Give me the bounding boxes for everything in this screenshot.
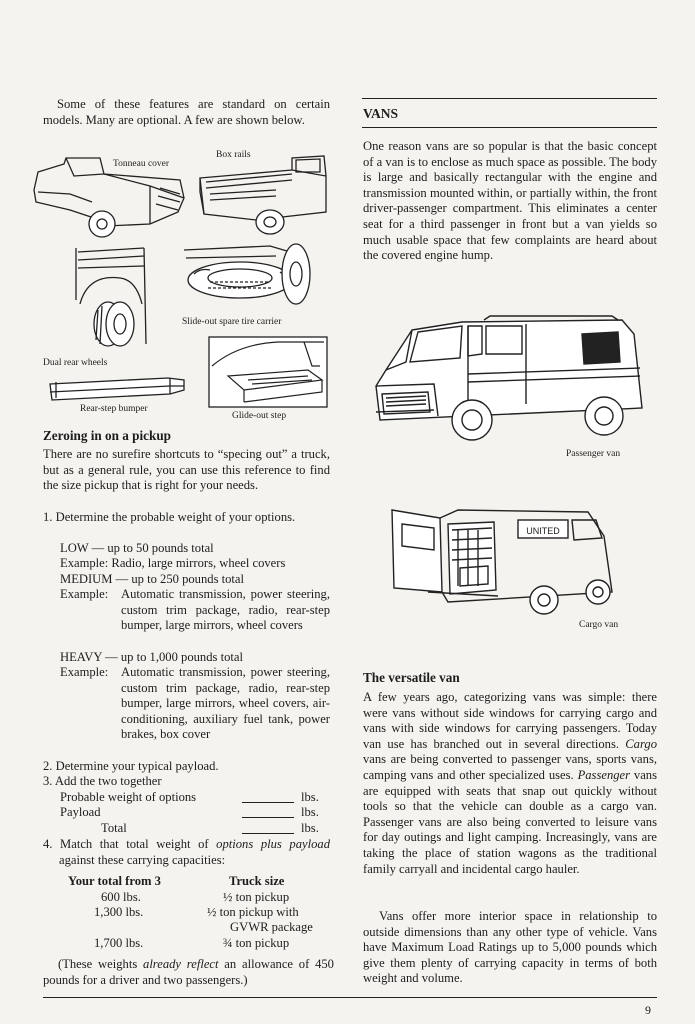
glide-out-step-illustration <box>208 336 328 408</box>
table-cell-total: 600 lbs. <box>101 890 141 904</box>
sum-row-payload: Payload <box>60 805 101 819</box>
heavy-example: Automatic transmission, power steering, custom trim package, radio, rear-step bumper, large mirrors, wheel covers, air-conditioning, auxiliary fuel tank, power brakes, box cover <box>121 665 330 742</box>
unit-lbs: lbs. <box>301 790 319 804</box>
page-number: 9 <box>645 1003 651 1017</box>
low-example: Example: Radio, large mirrors, wheel covers <box>60 556 286 570</box>
step-1: 1. Determine the probable weight of your options. <box>43 510 296 524</box>
table-cell-total: 1,300 lbs. <box>94 905 144 919</box>
step-3: 3. Add the two together <box>43 774 162 788</box>
heavy-line: HEAVY — up to 1,000 pounds total <box>60 650 243 664</box>
intro-paragraph: Some of these features are standard on certain models. Many are optional. A few are shown below. <box>43 97 330 127</box>
pickup-heading: Zeroing in on a pickup <box>43 428 172 443</box>
vans-paragraph: One reason vans are so popular is that the basic concept of a van is to enclose as much space as possible. The body is large and basically rectangular with the engine and transmission mounted within, or partially within, the front driver-passenger compartment. This eliminates a center seat for a third passenger in front but a van yields so much usable space that few complaints are heard about the covered engine hump. <box>363 139 657 263</box>
heavy-example-label: Example: <box>60 665 109 679</box>
passenger-van-illustration <box>372 312 647 442</box>
versatile-van-heading: The versatile van <box>363 670 460 685</box>
versatile-van-paragraph: A few years ago, categorizing vans was simple: there were vans without side windows for carrying cargo and vans with side windows for carrying passengers. Today van use has branched out in several directions. Cargo vans are being converted to passenger vans, sports vans, camping vans and other specialized uses. Passenger vans are equipped with seats that snap out quickly without tools so that the vehicle can double as a cargo van. Passenger vans are also being converted to leisure vans for day outings and light camping. Increasingly, vans are taking the place of station wagons as the traditional family carryall and incidental cargo hauler. <box>363 690 657 876</box>
sum-row-total: Total <box>101 821 127 835</box>
unit-lbs: lbs. <box>301 821 319 835</box>
dual-rear-wheels-label: Dual rear wheels <box>43 358 108 368</box>
table-cell-size: ½ ton pickup with <box>207 905 299 919</box>
box-rails-label: Box rails <box>216 150 251 160</box>
table-cell-size: GVWR package <box>230 920 313 934</box>
spare-tire-carrier-illustration <box>180 238 315 313</box>
blank-line <box>242 802 294 803</box>
blank-line <box>242 833 294 834</box>
footer-rule <box>43 997 657 998</box>
passenger-van-caption: Passenger van <box>566 449 621 459</box>
section-title: VANS <box>363 106 399 121</box>
rear-step-bumper-illustration <box>48 374 188 406</box>
table-cell-total: 1,700 lbs. <box>94 936 144 950</box>
section-rule-bottom <box>362 127 657 128</box>
tonneau-cover-label: Tonneau cover <box>113 159 170 169</box>
van-logo-text: UNITED <box>526 526 560 536</box>
section-rule-top <box>362 98 657 99</box>
table-cell-size: ½ ton pickup <box>223 890 290 904</box>
table-header-total: Your total from 3 <box>68 874 161 888</box>
medium-example-label: Example: <box>60 587 109 601</box>
dual-rear-wheels-illustration <box>74 244 154 354</box>
step-2: 2. Determine your typical payload. <box>43 759 219 773</box>
cargo-van-illustration <box>388 506 618 616</box>
medium-example: Automatic transmission, power steering, custom trim package, radio, rear-step bumper, large mirrors, wheel covers <box>121 587 330 633</box>
low-line: LOW — up to 50 pounds total <box>60 541 214 555</box>
sum-row-options: Probable weight of options <box>60 790 197 804</box>
glide-out-step-label: Glide-out step <box>232 411 287 421</box>
blank-line <box>242 817 294 818</box>
cargo-van-caption: Cargo van <box>579 620 619 630</box>
rear-step-bumper-label: Rear-step bumper <box>80 404 148 414</box>
medium-line: MEDIUM — up to 250 pounds total <box>60 572 245 586</box>
table-note: (These weights already reflect an allowance of 450 pounds for a driver and two passengers.) <box>43 957 334 987</box>
interior-space-paragraph: Vans offer more interior space in relationship to outside dimensions than any other type of vehicle. Vans have Maximum Load Ratings up to 5,000 pounds which give them plenty of carrying capacity in terms of both weight and volume. <box>363 909 657 986</box>
pickup-paragraph: There are no surefire shortcuts to “specing out” a truck, but as a general rule, you can use this reference to find the size pickup that is right for your needs. <box>43 447 330 493</box>
spare-tire-label: Slide-out spare tire carrier <box>182 317 282 327</box>
table-header-size: Truck size <box>229 874 285 888</box>
step-4: 4. Match that total weight of options plus payload against these carrying capacities: <box>43 837 330 867</box>
unit-lbs: lbs. <box>301 805 319 819</box>
box-rails-illustration <box>196 148 331 238</box>
table-cell-size: ¾ ton pickup <box>223 936 290 950</box>
